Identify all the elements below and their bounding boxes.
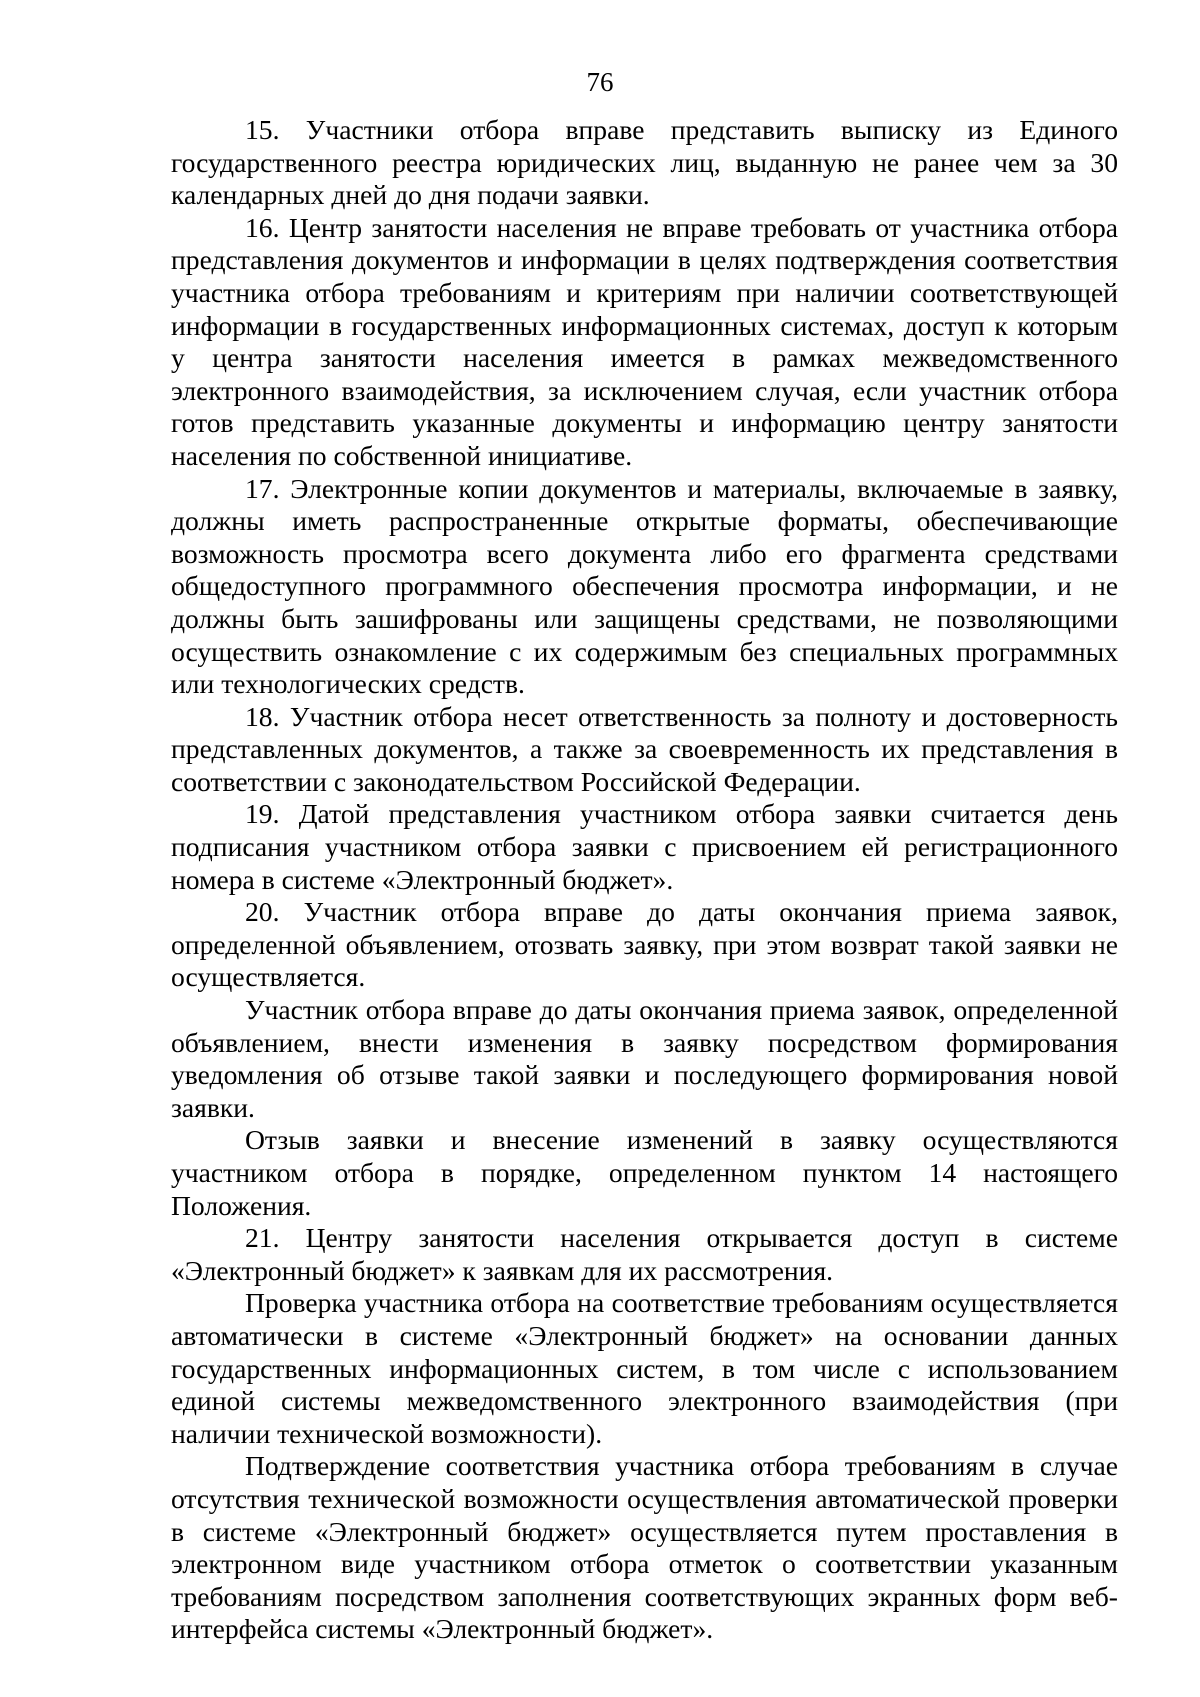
paragraph-20-amendment: Участник отбора вправе до даты окончания приема заявок, определенной объявлением, внести изменения в заявку посредством формирования уведомления об отзыве такой заявки и последующего формирования новой заявки.	[171, 994, 1118, 1123]
paragraph-16: 16. Центр занятости населения не вправе требовать от участника отбора представления документов и информации в целях подтверждения соответствия участника отбора требованиям и критериям при наличии соответствующей информации в государственных информационных системах, доступ к которым у центра занятости населения имеется в рамках межведомственного электронного взаимодействия, за исключением случая, если участник отбора готов представить указанные документы и информацию центру занятости населения по собственной инициативе.	[171, 211, 1118, 471]
paragraph-19: 19. Датой представления участником отбора заявки считается день подписания участником отбора заявки с присвоением ей регистрационного номера в системе «Электронный бюджет».	[171, 798, 1118, 895]
paragraph-18: 18. Участник отбора несет ответственность за полноту и достоверность представленных документов, а также за своевременность их представления в соответствии с законодательством Российской Федерации.	[171, 700, 1118, 797]
paragraph-21-verification: Проверка участника отбора на соответствие требованиям осуществляется автоматически в системе «Электронный бюджет» на основании данных государственных информационных систем, в том числе с использованием единой системы межведомственного электронного взаимодействия (при наличии технической возможности).	[171, 1287, 1118, 1449]
paragraph-21-confirmation: Подтверждение соответствия участника отбора требованиям в случае отсутствия технической возможности осуществления автоматической проверки в системе «Электронный бюджет» осуществляется путем проставления в электронном виде участником отбора отметок о соответствии указанным требованиям посредством заполнения соответствующих экранных форм веб-интерфейса системы «Электронный бюджет».	[171, 1450, 1118, 1645]
paragraph-15: 15. Участники отбора вправе представить выписку из Единого государственного реестра юридических лиц, выданную не ранее чем за 30 календарных дней до дня подачи заявки.	[171, 114, 1118, 211]
page-number: 76	[586, 67, 614, 97]
document-body	[171, 114, 1118, 1646]
paragraph-17: 17. Электронные копии документов и материалы, включаемые в заявку, должны иметь распространенные открытые форматы, обеспечивающие возможность просмотра всего документа либо его фрагмента средствами общедоступного программного обеспечения просмотра информации, и не должны быть зашифрованы или защищены средствами, не позволяющими осуществить ознакомление с их содержимым без специальных программных или технологических средств.	[171, 472, 1118, 700]
paragraph-20: 20. Участник отбора вправе до даты окончания приема заявок, определенной объявлением, отозвать заявку, при этом возврат такой заявки не осуществляется.	[171, 896, 1118, 993]
paragraph-20-withdrawal: Отзыв заявки и внесение изменений в заявку осуществляются участником отбора в порядке, определенном пунктом 14 настоящего Положения.	[171, 1124, 1118, 1221]
paragraph-21: 21. Центру занятости населения открывается доступ в системе «Электронный бюджет» к заявкам для их рассмотрения.	[171, 1222, 1118, 1286]
